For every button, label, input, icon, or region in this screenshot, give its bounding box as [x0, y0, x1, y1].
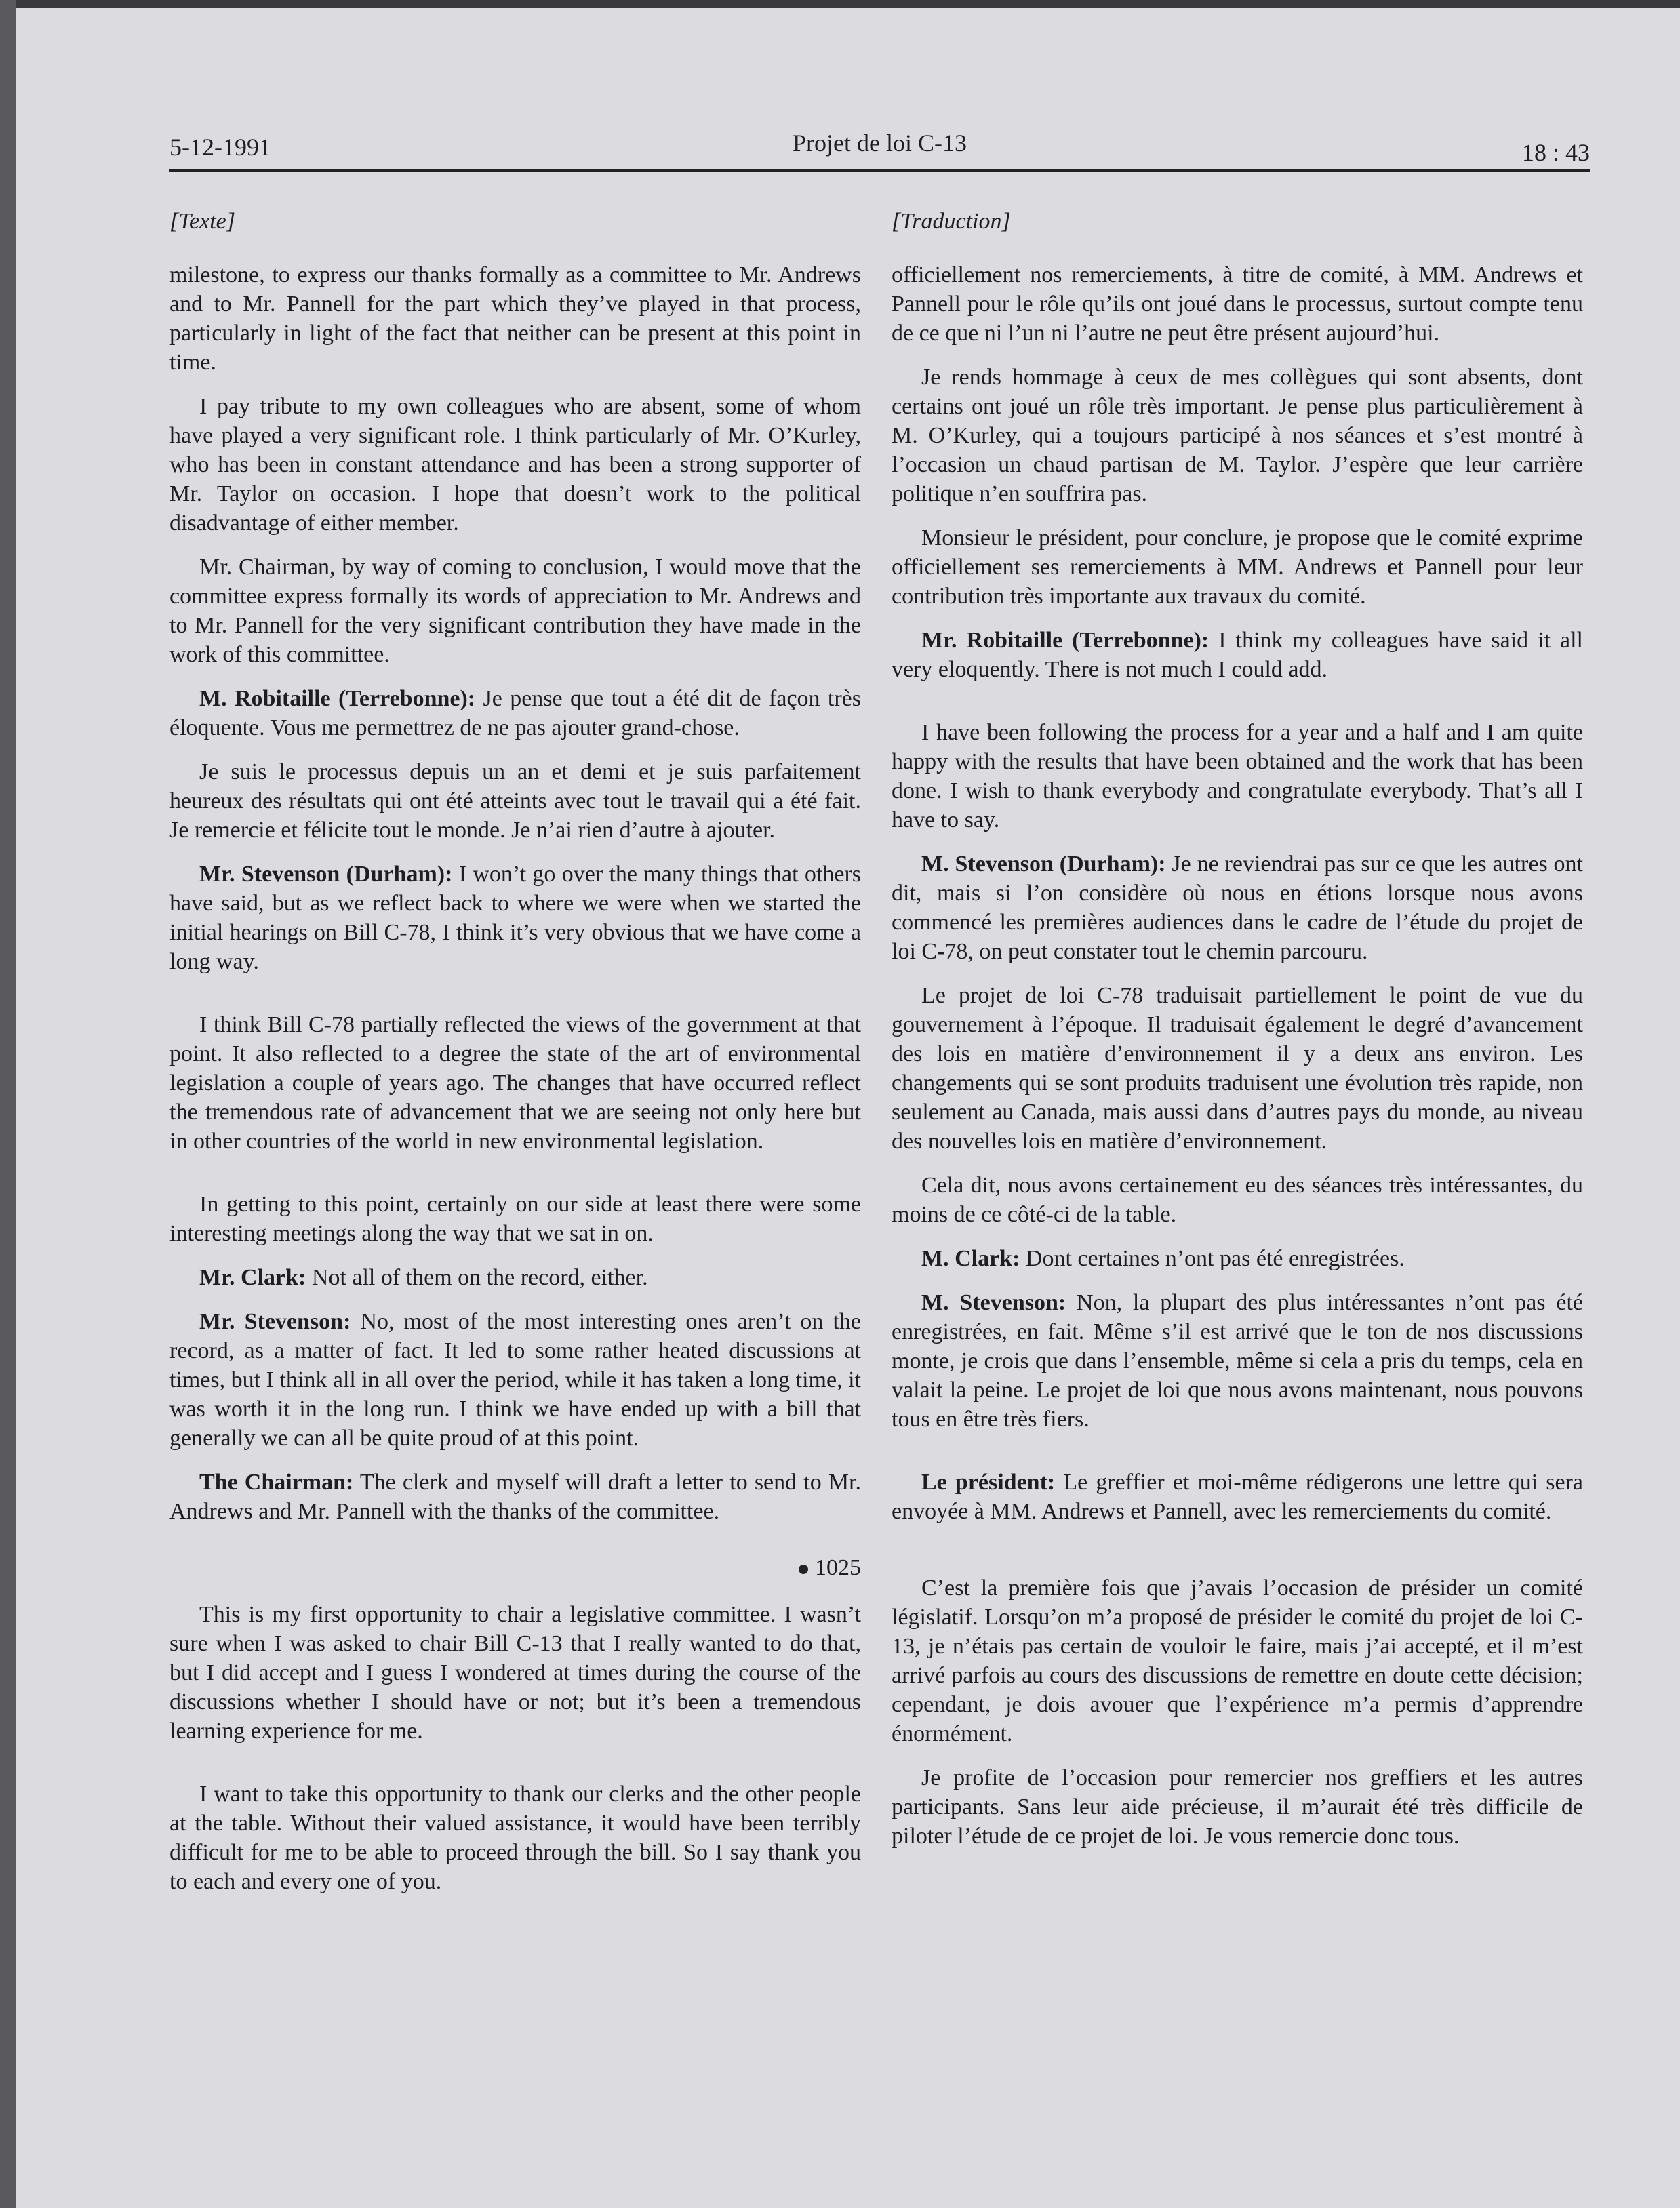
- speaker-name: The Chairman:: [199, 1470, 354, 1495]
- speaker-name: M. Stevenson (Durham):: [921, 851, 1166, 877]
- speaker-name: Le président:: [921, 1470, 1056, 1495]
- speech-text: No, most of the most interesting ones aren’t on the record, as a matter of fact. It led to some rather heated discussions at times, but I think all in all over the period, while it has taken a long time, it was worth it in the long run. I think we have ended up with a bill that generally we can all be quite proud of at this point.: [169, 1309, 861, 1451]
- speaker-name: M. Stevenson:: [921, 1290, 1066, 1315]
- header-page-number: 18 : 43: [1521, 139, 1590, 166]
- speech-text: The clerk and myself will draft a letter to send to Mr. Andrews and Mr. Pannell with the thanks of the committee.: [169, 1470, 861, 1524]
- french-column: [892, 200, 1583, 1866]
- paragraph: milestone, to express our thanks formally as a committee to Mr. Andrews and to Mr. Pannell for the part which they’ve played in that process, particularly in light of the fact that neither can be present at this point in time.: [169, 262, 861, 375]
- speech-text: Je ne reviendrai pas sur ce que les autres ont dit, mais si l’on considère où nous en étions lorsque nous avons commencé les premières audiences dans le cadre de l’étude du projet de loi C-78, on peut constater tout le chemin parcouru.: [892, 851, 1583, 964]
- language-label: [Traduction]: [892, 209, 1011, 234]
- paragraph: [892, 1244, 1583, 1273]
- paragraph: I think Bill C-78 partially reflected the views of the government at that point. It also reflected to a degree the state of the art of environmental legislation a couple of years ago. The changes that have occurred reflect the tremendous rate of advancement that we are seeing not only here but in other countries of the world in new environmental legislation.: [169, 1012, 861, 1154]
- paragraph: In getting to this point, certainly on our side at least there were some interesting meetings along the way that we sat in on.: [169, 1192, 861, 1246]
- header-date: 5-12-1991: [169, 134, 271, 161]
- paragraph: Je suis le processus depuis un an et demi et je suis parfaitement heureux des résultats qui ont été atteints avec tout le travail qui a été fait. Je remercie et félicite tout le monde. Je n’ai rien d’autre à ajouter.: [169, 759, 861, 843]
- speech-text: Dont certaines n’ont pas été enregistrées.: [1020, 1246, 1405, 1271]
- speech-text: Not all of them on the record, either.: [306, 1265, 648, 1290]
- speech-text: I think my colleagues have said it all very eloquently. There is not much I could add.: [892, 628, 1584, 682]
- speech-text: Le greffier et moi-même rédigerons une lettre qui sera envoyée à MM. Andrews et Pannell, avec les remerciements du comité.: [892, 1470, 1584, 1524]
- paragraph: Je profite de l’occasion pour remercier nos greffiers et les autres participants. Sans leur aide précieuse, il m’aurait été très difficile de piloter l’étude de ce projet de loi. Je vous remercie donc tous.: [892, 1765, 1583, 1849]
- page-header: [169, 129, 1590, 172]
- speech-text: Je pense que tout a été dit de façon très éloquente. Vous me permettrez de ne pas ajouter grand-chose.: [169, 686, 862, 740]
- paragraph: I have been following the process for a year and a half and I am quite happy with the results that have been obtained and the work that has been done. I wish to thank everybody and congratulate everybody. That’s all I have to say.: [892, 720, 1583, 832]
- paragraph: officiellement nos remerciements, à titre de comité, à MM. Andrews et Pannell pour le rôle qu’ils ont joué dans le processus, surtout compte tenu de ce que ni l’un ni l’autre ne peut être présent aujourd’hui.: [892, 262, 1583, 346]
- paragraph: [892, 1288, 1583, 1434]
- speaker-name: Mr. Stevenson (Durham):: [199, 862, 453, 887]
- paragraph: [892, 849, 1583, 966]
- time-marker: [169, 1553, 861, 1582]
- paragraph: Je rends hommage à ceux de mes collègues qui sont absents, dont certains ont joué un rôle très important. Je pense plus particulièrement à M. O’Kurley, qui a toujours participé à nos séances et s’est montré à l’occasion un chaud partisan de M. Taylor. J’espère que leur carrière politique n’en souffrira pas.: [892, 365, 1583, 506]
- speech-text: Non, la plupart des plus intéressantes n’ont pas été enregistrées, en fait. Même s’il est arrivé que le ton de nos discussions monte, je crois que dans l’ensemble, même si cela a pris du temps, cela en valait la peine. Le projet de loi que nous avons maintenant, nous pouvons tous en être très fiers.: [892, 1290, 1583, 1432]
- speaker-name: Mr. Stevenson:: [199, 1309, 351, 1334]
- speaker-name: Mr. Robitaille (Terrebonne):: [921, 628, 1209, 653]
- paragraph: Monsieur le président, pour conclure, je propose que le comité exprime officiellement ses remerciements à MM. Andrews et Pannell pour leur contribution très importante aux travaux du comité.: [892, 525, 1583, 609]
- scan-left-edge: [0, 0, 16, 2208]
- speaker-name: M. Clark:: [921, 1246, 1020, 1271]
- header-title: Projet de loi C-13: [793, 129, 967, 157]
- paragraph: Cela dit, nous avons certainement eu des séances très intéressantes, du moins de ce côté-ci de la table.: [892, 1173, 1583, 1227]
- speaker-name: M. Robitaille (Terrebonne):: [199, 686, 476, 711]
- paragraph: I want to take this opportunity to thank our clerks and the other people at the table. Without their valued assistance, it would have been terribly difficult for me to be able to proceed through the bill. So I say thank you to each and every one of you.: [169, 1782, 861, 1894]
- bullet-icon: [799, 1565, 808, 1574]
- paragraph: [169, 1307, 861, 1453]
- paragraph: This is my first opportunity to chair a legislative committee. I wasn’t sure when I was asked to chair Bill C-13 that I really wanted to do that, but I did accept and I guess I wondered at times during the course of the discussions whether I should have or not; but it’s been a tremendous learning experience for me.: [169, 1602, 861, 1744]
- speaker-name: Mr. Clark:: [199, 1265, 306, 1290]
- paragraph: [169, 1263, 861, 1292]
- english-column: [169, 200, 861, 1911]
- time-marker-value: 1025: [815, 1555, 861, 1580]
- paragraph: [892, 1468, 1583, 1526]
- scan-top-edge: [0, 0, 1680, 8]
- paragraph: Mr. Chairman, by way of coming to conclusion, I would move that the committee express formally its words of appreciation to Mr. Andrews and to Mr. Pannell for the very significant contribution they have made in the work of this committee.: [169, 555, 861, 667]
- paragraph: [169, 1468, 861, 1526]
- speech-text: I won’t go over the many things that others have said, but as we reflect back to where we were when we started the initial hearings on Bill C-78, I think it’s very obvious that we have come a long way.: [169, 862, 862, 974]
- paragraph: I pay tribute to my own colleagues who are absent, some of whom have played a very significant role. I think particularly of Mr. O’Kurley, who has been in constant attendance and has been a strong supporter of Mr. Taylor on occasion. I hope that doesn’t work to the political disadvantage of either member.: [169, 394, 861, 536]
- language-label: [Texte]: [169, 209, 235, 234]
- paragraph: Le projet de loi C-78 traduisait partiellement le point de vue du gouvernement à l’époque. Il traduisait également le degré d’avancement des lois en matière d’environnement il y a deux ans environ. Les changements qui se sont produits traduisent une évolution très rapide, non seulement au Canada, mais aussi dans d’autres pays du monde, au niveau des nouvelles lois en matière d’environnement.: [892, 983, 1583, 1154]
- paragraph: [169, 860, 861, 976]
- paragraph: C’est la première fois que j’avais l’occasion de présider un comité législatif. Lorsqu’on m’a proposé de présider le comité du projet de loi C-13, je n’étais pas certain de vouloir le faire, mais j’ai accepté, et il m’est arrivé parfois au cours des discussions de remettre en doute cette décision; cependant, je dois avouer que l’expérience m’a permis d’apprendre énormément.: [892, 1575, 1583, 1746]
- paragraph: [169, 684, 861, 742]
- paragraph: [892, 626, 1583, 684]
